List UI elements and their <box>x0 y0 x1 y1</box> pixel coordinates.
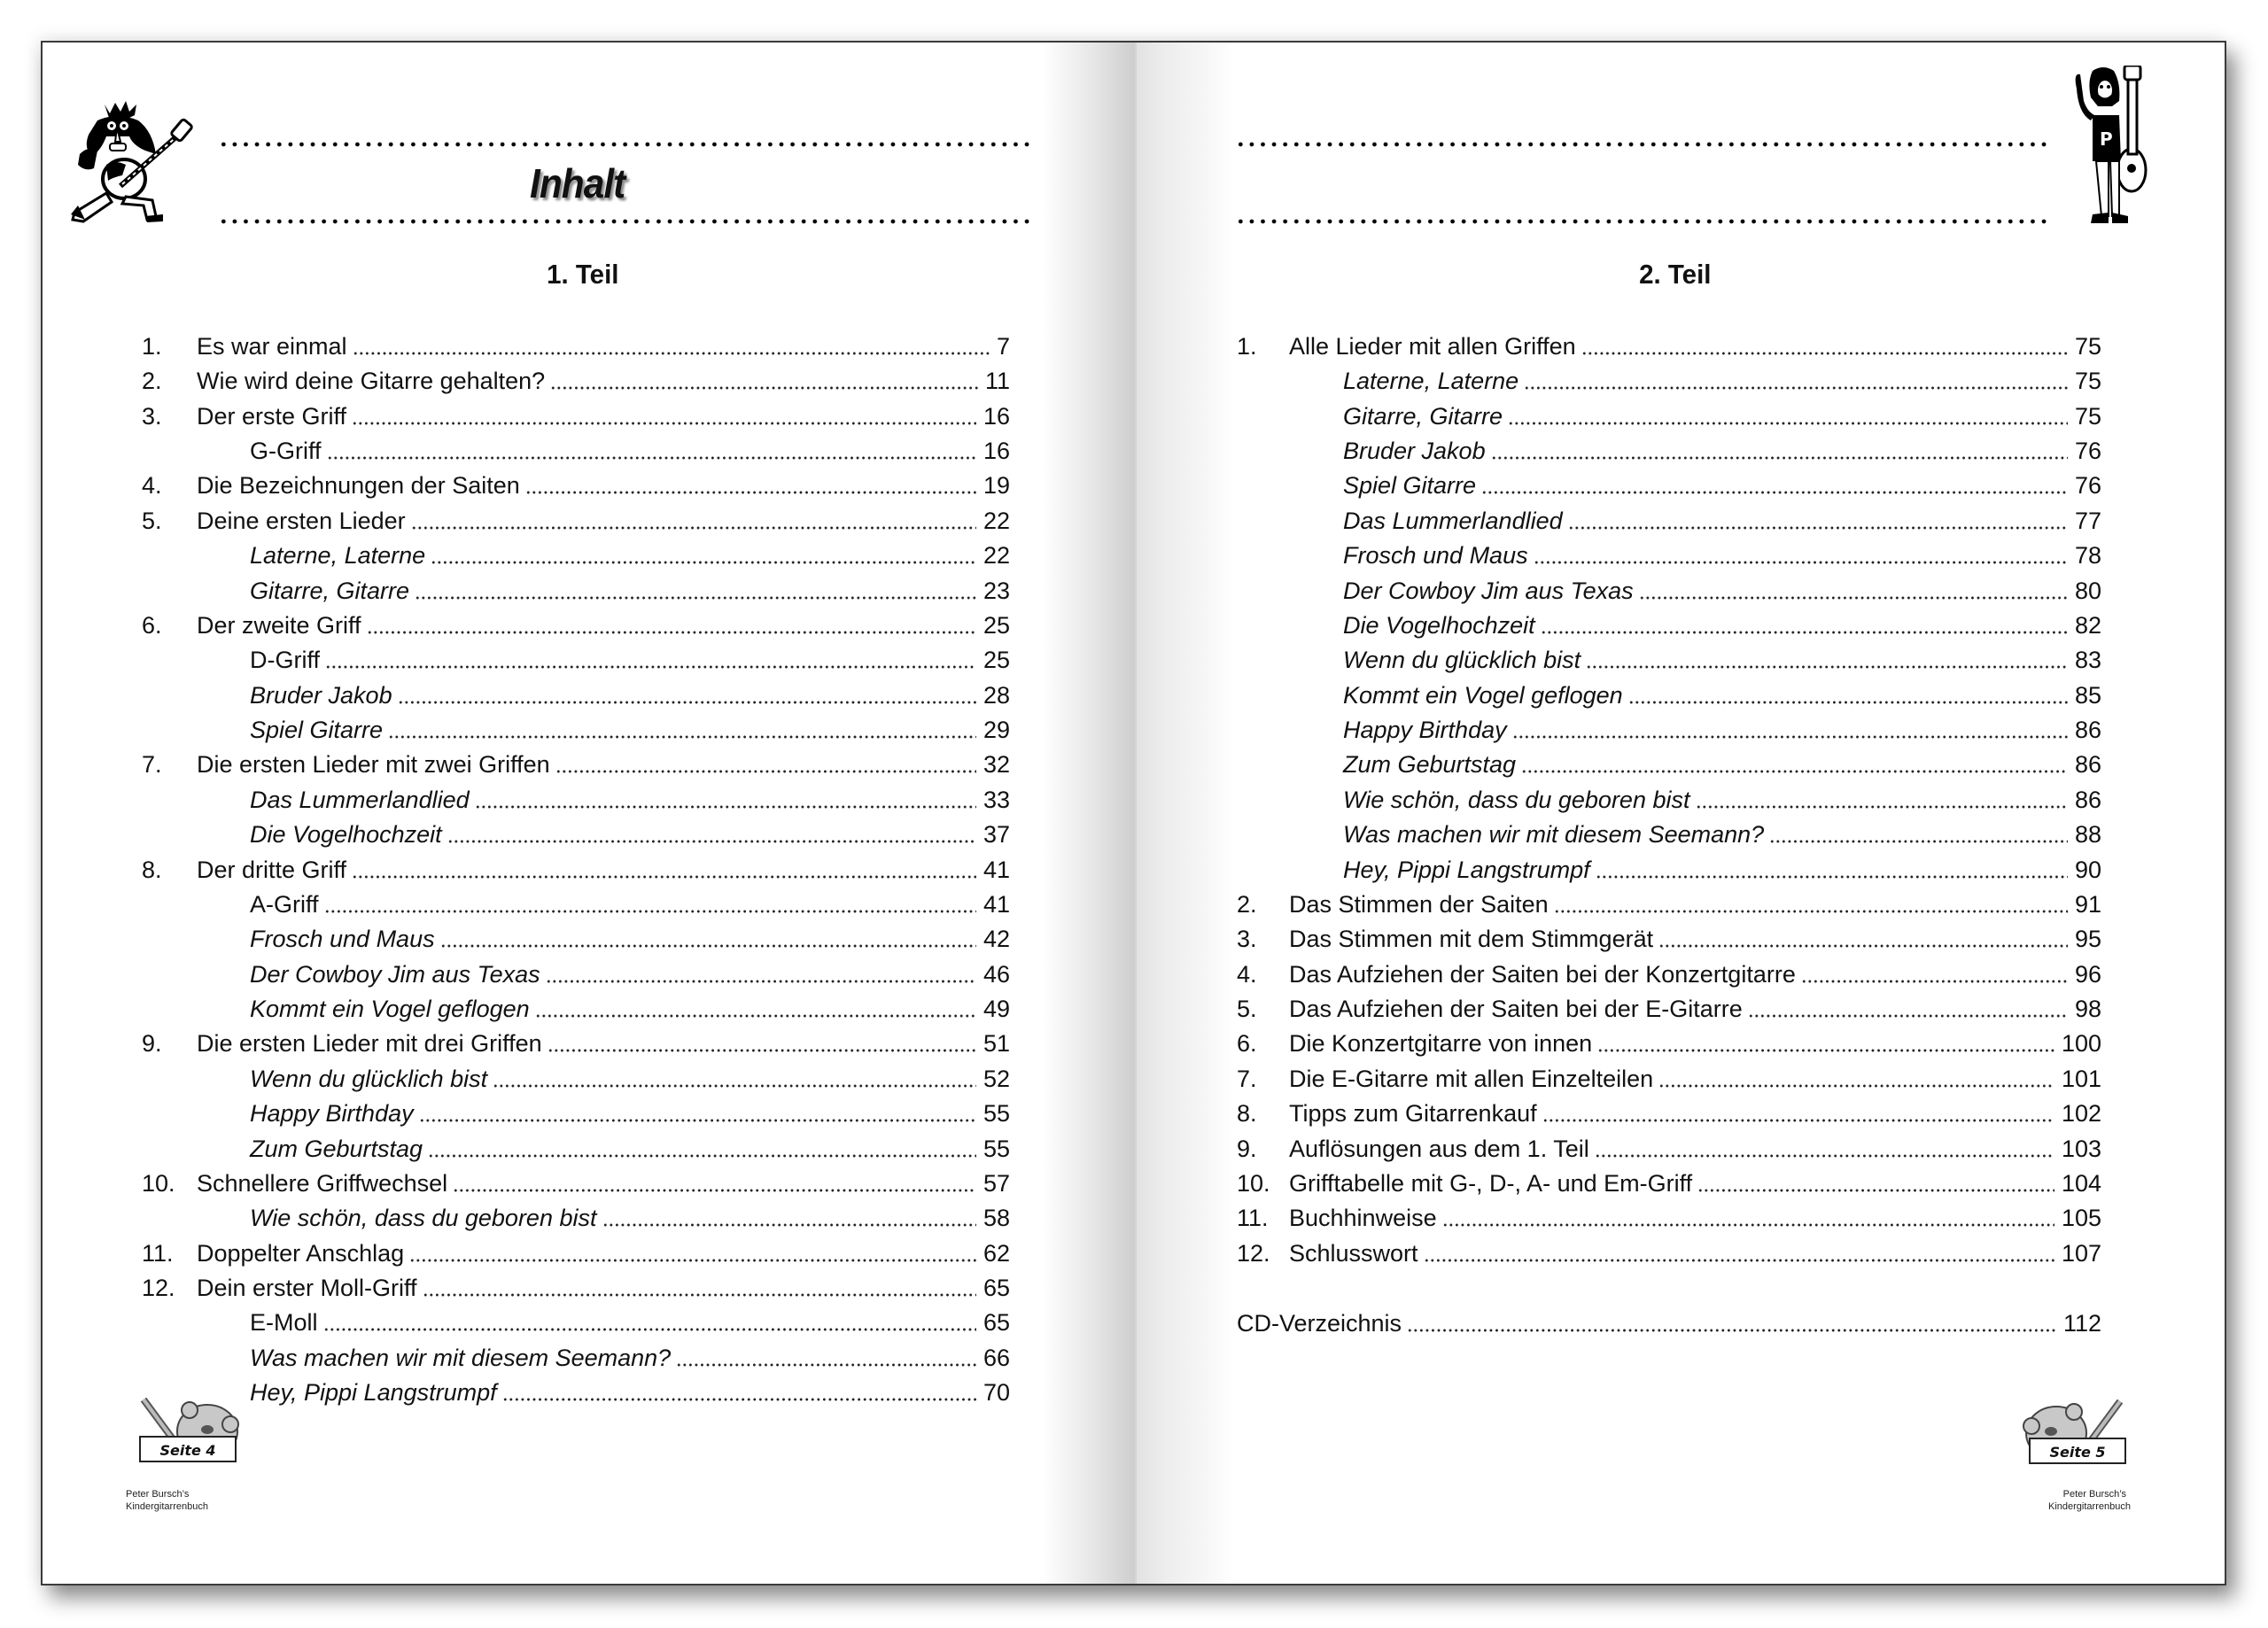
toc-entry[interactable] <box>1237 992 2101 1027</box>
toc-entry-number: 7. <box>142 751 162 779</box>
badge-caption <box>2048 1488 2131 1513</box>
toc-entry-number: 5. <box>1237 996 1257 1023</box>
toc-entry-label: Gitarre, Gitarre <box>250 574 415 609</box>
toc-entry-label: Tipps zum Gitarrenkauf <box>1289 1097 1542 1131</box>
toc-entry-label: E-Moll <box>250 1306 323 1340</box>
dot-leader <box>1748 1014 2068 1018</box>
toc-entry-page: 37 <box>983 821 1010 849</box>
table-of-contents-part-1 <box>142 329 1010 1419</box>
toc-entry-number: 1. <box>1237 333 1257 360</box>
toc-entry[interactable] <box>1237 434 2101 469</box>
dot-leader <box>550 386 978 390</box>
toc-entry-page: 22 <box>983 507 1010 534</box>
toc-entry-label: Das Aufziehen der Saiten bei der E-Gitarre <box>1289 992 1748 1027</box>
dot-leader <box>502 1398 976 1401</box>
toc-entry-page: 95 <box>2074 926 2101 953</box>
dot-leader <box>1534 561 2068 564</box>
dot-leader <box>546 980 976 983</box>
dot-leader <box>1521 770 2068 773</box>
toc-entry[interactable] <box>142 1306 1010 1340</box>
toc-entry-number: 11. <box>142 1239 174 1267</box>
guitarist-mascot-icon <box>2073 66 2149 227</box>
toc-entry-label: Der dritte Griff <box>197 853 352 888</box>
toc-entry[interactable] <box>1237 853 2101 888</box>
guitarist-mascot-icon <box>71 101 200 223</box>
toc-entry[interactable] <box>142 1097 1010 1131</box>
toc-entry-cd-index[interactable] <box>1237 1306 2101 1341</box>
toc-entry-label: Was machen wir mit diesem Seemann? <box>250 1341 676 1376</box>
toc-entry-label: Wie schön, dass du geboren bist <box>250 1201 602 1236</box>
toc-entry-page: 41 <box>983 890 1010 918</box>
toc-entry-page: 32 <box>983 751 1010 779</box>
toc-entry-number: 1. <box>142 333 162 360</box>
toc-entry-label: Kommt ein Vogel geflogen <box>1343 678 1628 713</box>
dot-leader <box>325 665 976 669</box>
dot-leader <box>548 1049 976 1052</box>
bear-page-badge-icon <box>133 1398 248 1469</box>
toc-entry-label: Wenn du glücklich bist <box>1343 643 1586 678</box>
dot-leader <box>324 910 976 913</box>
toc-entry-page: 78 <box>2074 542 2101 570</box>
toc-entry-page: 77 <box>2074 507 2101 534</box>
table-of-contents-part-2 <box>1237 329 2101 1286</box>
part-heading: 2. Teil <box>1639 259 1712 290</box>
dot-leader <box>428 1154 976 1158</box>
toc-entry[interactable] <box>142 1271 1010 1306</box>
toc-entry-page: 102 <box>2061 1100 2101 1128</box>
toc-entry-number: 10. <box>1237 1169 1270 1197</box>
dot-leader <box>1628 701 2068 704</box>
dot-leader <box>1481 491 2068 494</box>
toc-entry-page: 107 <box>2061 1239 2101 1267</box>
toc-entry-label: Dein erster Moll-Griff <box>197 1271 423 1306</box>
toc-entry[interactable] <box>142 643 1010 678</box>
toc-entry-page: 51 <box>983 1030 1010 1058</box>
dot-leader <box>1491 456 2068 460</box>
toc-entry-page: 11 <box>984 368 1010 395</box>
toc-entry[interactable] <box>1237 539 2101 573</box>
toc-entry[interactable] <box>1237 1097 2101 1131</box>
badge-caption-author: Peter Bursch’s <box>126 1489 190 1500</box>
toc-entry-label: Zum Geburtstag <box>250 1132 428 1167</box>
dot-leader <box>1508 422 2068 425</box>
toc-entry[interactable] <box>142 888 1010 922</box>
top-dotted-rule <box>1235 142 2048 147</box>
toc-entry-page: 42 <box>983 926 1010 953</box>
toc-entry-page: 28 <box>983 681 1010 709</box>
toc-entry-page: 16 <box>983 438 1010 465</box>
toc-entry-number: 7. <box>1237 1065 1257 1092</box>
toc-entry-label: Das Lummerlandlied <box>250 783 475 818</box>
toc-entry-page: 90 <box>2074 856 2101 883</box>
toc-entry-page: 23 <box>983 577 1010 604</box>
toc-entry[interactable] <box>142 1237 1010 1271</box>
toc-entry-label: Laterne, Laterne <box>1343 364 1524 399</box>
badge-caption-book: Kindergitarrenbuch <box>2048 1501 2131 1512</box>
dot-leader <box>1442 1223 2054 1227</box>
toc-entry-page: 76 <box>2074 472 2101 500</box>
gutter-fold <box>1135 43 1137 1584</box>
toc-entry[interactable] <box>1237 1062 2101 1097</box>
toc-entry-page: 96 <box>2074 960 2101 988</box>
toc-entry[interactable] <box>142 1062 1010 1097</box>
badge-caption <box>126 1488 208 1513</box>
dot-leader <box>1639 596 2068 600</box>
toc-entry-number: 4. <box>1237 960 1257 988</box>
toc-entry[interactable] <box>142 1341 1010 1376</box>
toc-entry-label: Schlusswort <box>1289 1237 1424 1271</box>
toc-entry-label: Das Lummerlandlied <box>1343 504 1568 539</box>
toc-entry-label: G-Griff <box>250 434 327 469</box>
toc-entry-label: Buchhinweise <box>1289 1201 1442 1236</box>
dot-leader <box>1554 910 2068 913</box>
toc-entry[interactable] <box>142 818 1010 852</box>
dot-leader <box>493 1084 976 1088</box>
toc-entry[interactable] <box>1237 609 2101 643</box>
toc-entry-label: Zum Geburtstag <box>1343 748 1521 782</box>
toc-entry-page: 98 <box>2074 996 2101 1023</box>
part-heading: 1. Teil <box>547 259 619 290</box>
toc-entry-label: Wie schön, dass du geboren bist <box>1343 783 1696 818</box>
toc-entry-page: 103 <box>2061 1135 2101 1162</box>
dot-leader <box>1596 875 2068 879</box>
toc-entry-number: 8. <box>142 856 162 883</box>
toc-entry-page: 83 <box>2074 647 2101 674</box>
toc-entry[interactable] <box>1237 1201 2101 1236</box>
badge-caption-book: Kindergitarrenbuch <box>126 1501 208 1512</box>
dot-leader <box>1769 840 2068 843</box>
toc-entry[interactable] <box>1237 469 2101 503</box>
toc-entry-page: 58 <box>983 1205 1010 1232</box>
dot-leader <box>475 805 976 809</box>
dot-leader <box>367 631 976 634</box>
toc-entry-page: 76 <box>2074 438 2101 465</box>
toc-entry-label: Alle Lieder mit allen Griffen <box>1289 329 1581 364</box>
toc-entry-page: 25 <box>983 647 1010 674</box>
toc-entry-page: 82 <box>2074 611 2101 639</box>
toc-entry-page: 85 <box>2074 681 2101 709</box>
toc-entry-page: 104 <box>2061 1169 2101 1197</box>
toc-entry[interactable] <box>142 713 1010 748</box>
toc-entry[interactable] <box>1237 888 2101 922</box>
toc-entry-label: Das Stimmen mit dem Stimmgerät <box>1289 922 1658 957</box>
dot-leader <box>419 1119 976 1122</box>
toc-entry-label: Bruder Jakob <box>250 678 398 713</box>
toc-entry-page: 75 <box>2074 333 2101 360</box>
toc-entry-page: 66 <box>983 1344 1010 1371</box>
dot-leader <box>1568 526 2068 530</box>
toc-entry[interactable] <box>1237 1132 2101 1167</box>
dot-leader <box>676 1363 976 1367</box>
toc-entry[interactable] <box>1237 643 2101 678</box>
dot-leader <box>431 561 976 564</box>
toc-entry-page: 112 <box>2062 1310 2101 1337</box>
toc-entry[interactable] <box>142 1376 1010 1410</box>
dot-leader <box>1581 352 2068 355</box>
toc-entry-label: Was machen wir mit diesem Seemann? <box>1343 818 1769 852</box>
toc-entry-page: 55 <box>983 1100 1010 1128</box>
toc-entry-label: Der Cowboy Jim aus Texas <box>250 957 546 992</box>
toc-entry[interactable] <box>142 783 1010 818</box>
toc-entry-page: 52 <box>983 1065 1010 1092</box>
toc-entry[interactable] <box>1237 922 2101 957</box>
toc-entry-label: Spiel Gitarre <box>250 713 388 748</box>
toc-entry-page: 75 <box>2074 368 2101 395</box>
dot-leader <box>1541 631 2068 634</box>
gutter-shadow-left <box>1043 43 1136 1584</box>
toc-entry-number: 4. <box>142 472 162 500</box>
toc-entry-label: D-Griff <box>250 643 325 678</box>
dot-leader <box>1524 386 2068 390</box>
toc-entry-number: 12. <box>1237 1239 1270 1267</box>
toc-entry-label: Das Aufziehen der Saiten bei der Konzertgitarre <box>1289 957 1801 992</box>
toc-entry[interactable] <box>142 329 1010 364</box>
dot-leader <box>447 840 976 843</box>
toc-entry-label: Der zweite Griff <box>197 609 367 643</box>
toc-entry-number: 12. <box>142 1274 175 1301</box>
toc-entry-page: 65 <box>983 1309 1010 1337</box>
toc-entry[interactable] <box>142 609 1010 643</box>
toc-entry-label: Die ersten Lieder mit zwei Griffen <box>197 748 555 782</box>
top-dotted-rule <box>218 142 1033 147</box>
dot-leader <box>409 1259 976 1262</box>
toc-entry-page: 49 <box>983 996 1010 1023</box>
toc-entry-page: 55 <box>983 1135 1010 1162</box>
dot-leader <box>555 770 976 773</box>
toc-entry[interactable] <box>142 539 1010 573</box>
dot-leader <box>1595 1154 2054 1158</box>
dot-leader <box>440 944 976 948</box>
toc-entry-label: Der Cowboy Jim aus Texas <box>1343 574 1639 609</box>
toc-entry-label: CD-Verzeichnis <box>1237 1306 1407 1341</box>
toc-entry-number: 2. <box>1237 890 1257 918</box>
dot-leader <box>1801 980 2068 983</box>
dot-leader <box>1424 1259 2054 1262</box>
toc-entry-label: Kommt ein Vogel geflogen <box>250 992 535 1027</box>
toc-entry-label: Deine ersten Lieder <box>197 504 411 539</box>
toc-entry-page: 22 <box>983 542 1010 570</box>
toc-entry-number: 9. <box>1237 1135 1257 1162</box>
dot-leader <box>535 1014 976 1018</box>
dot-leader <box>1586 665 2068 669</box>
toc-entry-label: Die ersten Lieder mit drei Griffen <box>197 1027 548 1061</box>
dot-leader <box>352 875 976 879</box>
dot-leader <box>352 422 976 425</box>
toc-entry-page: 65 <box>983 1274 1010 1301</box>
toc-entry[interactable] <box>1237 748 2101 782</box>
toc-entry-number: 11. <box>1237 1205 1269 1232</box>
page-title: Inhalt <box>530 160 625 206</box>
toc-entry-number: 9. <box>142 1030 162 1058</box>
toc-entry-number: 3. <box>142 402 162 430</box>
toc-entry[interactable] <box>1237 574 2101 609</box>
dot-leader <box>1658 944 2068 948</box>
toc-entry-page: 86 <box>2074 786 2101 813</box>
toc-entry-page: 86 <box>2074 751 2101 779</box>
toc-entry-label: Grifftabelle mit G-, D-, A- und Em-Griff <box>1289 1167 1697 1201</box>
toc-entry-number: 8. <box>1237 1100 1257 1128</box>
toc-entry-page: 16 <box>983 402 1010 430</box>
dot-leader <box>388 735 976 739</box>
dot-leader <box>1407 1329 2056 1332</box>
dot-leader <box>415 596 976 600</box>
page-badge-text: Seite 5 <box>2049 1444 2106 1461</box>
dot-leader <box>353 352 990 355</box>
toc-entry-label: Hey, Pippi Langstrumpf <box>1343 853 1596 888</box>
toc-entry[interactable] <box>142 1027 1010 1061</box>
dot-leader <box>323 1328 976 1331</box>
toc-entry[interactable] <box>1237 818 2101 852</box>
toc-entry-label: Gitarre, Gitarre <box>1343 399 1508 434</box>
toc-entry-label: Die Bezeichnungen der Saiten <box>197 469 525 503</box>
toc-entry-page: 80 <box>2074 577 2101 604</box>
toc-entry-page: 100 <box>2061 1030 2101 1058</box>
toc-entry-label: Doppelter Anschlag <box>197 1237 409 1271</box>
toc-entry[interactable] <box>1237 1237 2101 1271</box>
toc-entry-page: 46 <box>983 960 1010 988</box>
toc-entry[interactable] <box>142 574 1010 609</box>
toc-entry-page: 29 <box>983 717 1010 744</box>
dot-leader <box>1512 735 2068 739</box>
bear-page-badge-icon <box>2016 1399 2131 1470</box>
toc-entry[interactable] <box>142 748 1010 782</box>
toc-entry-label: Hey, Pippi Langstrumpf <box>250 1376 502 1410</box>
toc-entry-label: Wenn du glücklich bist <box>250 1062 493 1097</box>
toc-entry-page: 91 <box>2074 890 2101 918</box>
toc-entry-page: 62 <box>983 1239 1010 1267</box>
dot-leader <box>1696 805 2068 809</box>
toc-entry[interactable] <box>1237 678 2101 713</box>
toc-entry[interactable] <box>1237 957 2101 992</box>
dot-leader <box>453 1189 976 1192</box>
svg-text:P: P <box>2100 128 2113 150</box>
dot-leader <box>1697 1189 2054 1192</box>
toc-entry-number: 5. <box>142 507 162 534</box>
toc-entry-label: Happy Birthday <box>250 1097 419 1131</box>
toc-entry-page: 101 <box>2061 1065 2101 1092</box>
cd-index-entry-wrapper <box>1237 1306 2101 1342</box>
toc-entry-number: 6. <box>1237 1030 1257 1058</box>
toc-entry-page: 33 <box>983 786 1010 813</box>
toc-entry-label: Die Vogelhochzeit <box>250 818 447 852</box>
toc-entry-label: Der erste Griff <box>197 399 352 434</box>
toc-entry-label: Auflösungen aus dem 1. Teil <box>1289 1132 1595 1167</box>
toc-entry[interactable] <box>1237 329 2101 364</box>
toc-entry-label: Es war einmal <box>197 329 353 364</box>
toc-entry-page: 19 <box>983 472 1010 500</box>
toc-entry[interactable] <box>142 1167 1010 1201</box>
dot-leader <box>602 1223 976 1227</box>
dot-leader <box>1597 1049 2054 1052</box>
toc-entry-page: 75 <box>2074 402 2101 430</box>
toc-entry[interactable] <box>142 1201 1010 1236</box>
toc-entry[interactable] <box>142 957 1010 992</box>
toc-entry[interactable] <box>142 992 1010 1027</box>
toc-entry-number: 6. <box>142 611 162 639</box>
toc-entry[interactable] <box>142 853 1010 888</box>
toc-entry-label: Das Stimmen der Saiten <box>1289 888 1554 922</box>
page-badge-text: Seite 4 <box>159 1442 216 1459</box>
toc-entry[interactable] <box>1237 713 2101 748</box>
toc-entry[interactable] <box>142 922 1010 957</box>
toc-entry[interactable] <box>142 434 1010 469</box>
toc-entry-label: Spiel Gitarre <box>1343 469 1481 503</box>
toc-entry-label: Wie wird deine Gitarre gehalten? <box>197 364 550 399</box>
toc-entry[interactable] <box>142 678 1010 713</box>
dot-leader <box>525 491 976 494</box>
toc-entry-label: Bruder Jakob <box>1343 434 1491 469</box>
toc-entry[interactable] <box>142 469 1010 503</box>
toc-entry-number: 2. <box>142 368 162 395</box>
dot-leader <box>327 456 976 460</box>
toc-entry-page: 70 <box>983 1379 1010 1407</box>
toc-entry[interactable] <box>142 504 1010 539</box>
toc-entry-label: Schnellere Griffwechsel <box>197 1167 453 1201</box>
dot-leader <box>411 526 976 530</box>
toc-entry-page: 41 <box>983 856 1010 883</box>
toc-entry-number: 3. <box>1237 926 1257 953</box>
toc-entry[interactable] <box>142 364 1010 399</box>
dot-leader <box>398 701 976 704</box>
toc-entry-label: Laterne, Laterne <box>250 539 431 573</box>
toc-entry-label: Die Konzertgitarre von innen <box>1289 1027 1597 1061</box>
bottom-dotted-rule <box>218 219 1033 224</box>
toc-entry-page: 57 <box>983 1169 1010 1197</box>
toc-entry[interactable] <box>1237 364 2101 399</box>
toc-entry-label: A-Griff <box>250 888 324 922</box>
dot-leader <box>1542 1119 2054 1122</box>
toc-entry-label: Die Vogelhochzeit <box>1343 609 1541 643</box>
toc-entry-label: Happy Birthday <box>1343 713 1512 748</box>
dot-leader <box>423 1293 976 1297</box>
gutter-shadow-right <box>1136 43 1233 1584</box>
toc-entry[interactable] <box>1237 783 2101 818</box>
bottom-dotted-rule <box>1235 219 2048 224</box>
toc-entry-label: Die E-Gitarre mit allen Einzelteilen <box>1289 1062 1658 1097</box>
dot-leader <box>1658 1084 2054 1088</box>
toc-entry-number: 10. <box>142 1169 175 1197</box>
toc-entry[interactable] <box>142 399 1010 434</box>
toc-entry-label: Frosch und Maus <box>1343 539 1534 573</box>
toc-entry[interactable] <box>1237 504 2101 539</box>
toc-entry[interactable] <box>1237 1027 2101 1061</box>
toc-entry[interactable] <box>1237 1167 2101 1201</box>
toc-entry-page: 7 <box>996 333 1010 360</box>
badge-caption-author: Peter Bursch’s <box>2062 1489 2126 1500</box>
toc-entry[interactable] <box>1237 399 2101 434</box>
toc-entry-page: 86 <box>2074 717 2101 744</box>
toc-entry-page: 88 <box>2074 821 2101 849</box>
toc-entry-page: 105 <box>2061 1205 2101 1232</box>
toc-entry[interactable] <box>142 1132 1010 1167</box>
toc-entry-page: 25 <box>983 611 1010 639</box>
toc-entry-label: Frosch und Maus <box>250 922 440 957</box>
